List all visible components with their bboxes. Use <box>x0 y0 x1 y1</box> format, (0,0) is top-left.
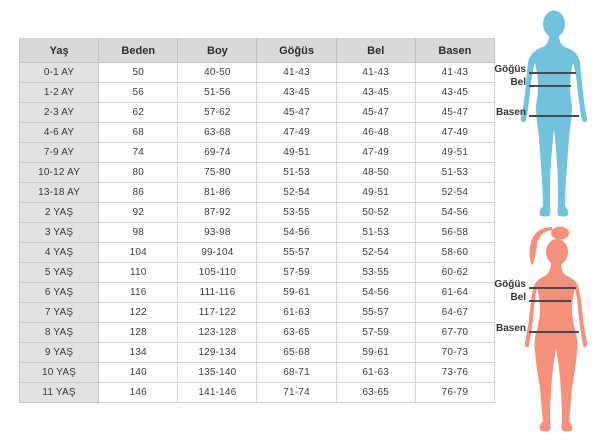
size-value-cell: 47-49 <box>257 123 336 143</box>
size-value-cell: 55-57 <box>336 303 415 323</box>
girl-hip-label: Basen <box>495 323 526 334</box>
age-label-cell: 0-1 AY <box>20 63 99 83</box>
size-value-cell: 75-80 <box>178 163 257 183</box>
table-row <box>20 363 495 383</box>
size-value-cell: 86 <box>99 183 178 203</box>
boy-hip-line <box>529 115 579 117</box>
size-value-cell: 41-43 <box>336 63 415 83</box>
girl-waist-measure <box>488 290 571 303</box>
size-value-cell: 52-54 <box>415 183 494 203</box>
size-value-cell: 80 <box>99 163 178 183</box>
age-label-cell: 10-12 AY <box>20 163 99 183</box>
size-value-cell: 71-74 <box>257 383 336 403</box>
size-value-cell: 98 <box>99 223 178 243</box>
size-value-cell: 52-54 <box>336 243 415 263</box>
size-value-cell: 63-68 <box>178 123 257 143</box>
size-value-cell: 51-53 <box>257 163 336 183</box>
table-row <box>20 103 495 123</box>
size-value-cell: 68-71 <box>257 363 336 383</box>
size-value-cell: 87-92 <box>178 203 257 223</box>
size-value-cell: 111-116 <box>178 283 257 303</box>
size-value-cell: 76-79 <box>415 383 494 403</box>
size-value-cell: 51-53 <box>415 163 494 183</box>
size-value-cell: 63-65 <box>336 383 415 403</box>
boy-chest-line <box>529 72 576 74</box>
size-value-cell: 69-74 <box>178 143 257 163</box>
table-row <box>20 83 495 103</box>
column-header-3: Göğüs <box>257 39 336 63</box>
table-row <box>20 223 495 243</box>
size-value-cell: 61-64 <box>415 283 494 303</box>
size-value-cell: 74 <box>99 143 178 163</box>
age-label-cell: 11 YAŞ <box>20 383 99 403</box>
size-value-cell: 54-56 <box>257 223 336 243</box>
size-value-cell: 56 <box>99 83 178 103</box>
size-value-cell: 63-65 <box>257 323 336 343</box>
size-table-header <box>20 39 495 63</box>
boy-hip-label: Basen <box>495 107 526 118</box>
table-row <box>20 243 495 263</box>
size-value-cell: 43-45 <box>257 83 336 103</box>
size-value-cell: 45-47 <box>336 103 415 123</box>
girl-chest-line <box>529 287 576 289</box>
table-row <box>20 343 495 363</box>
size-value-cell: 123-128 <box>178 323 257 343</box>
size-value-cell: 122 <box>99 303 178 323</box>
size-value-cell: 65-68 <box>257 343 336 363</box>
table-row <box>20 143 495 163</box>
size-value-cell: 117-122 <box>178 303 257 323</box>
boy-hip-measure <box>488 105 579 118</box>
size-value-cell: 49-51 <box>257 143 336 163</box>
girl-chest-label: Göğüs <box>494 279 526 290</box>
table-row <box>20 163 495 183</box>
size-value-cell: 41-43 <box>257 63 336 83</box>
column-header-2: Boy <box>178 39 257 63</box>
size-value-cell: 61-63 <box>257 303 336 323</box>
size-value-cell: 116 <box>99 283 178 303</box>
age-label-cell: 4-6 AY <box>20 123 99 143</box>
size-value-cell: 105-110 <box>178 263 257 283</box>
table-row <box>20 283 495 303</box>
age-label-cell: 6 YAŞ <box>20 283 99 303</box>
size-value-cell: 46-48 <box>336 123 415 143</box>
age-label-cell: 2 YAŞ <box>20 203 99 223</box>
table-row <box>20 183 495 203</box>
table-row <box>20 303 495 323</box>
girl-chest-measure <box>488 277 576 290</box>
size-value-cell: 61-63 <box>336 363 415 383</box>
boy-waist-measure <box>488 75 571 88</box>
girl-waist-line <box>529 300 571 302</box>
size-value-cell: 57-59 <box>336 323 415 343</box>
size-value-cell: 45-47 <box>257 103 336 123</box>
size-value-cell: 141-146 <box>178 383 257 403</box>
age-label-cell: 7 YAŞ <box>20 303 99 323</box>
age-label-cell: 10 YAŞ <box>20 363 99 383</box>
size-value-cell: 146 <box>99 383 178 403</box>
girl-waist-label: Bel <box>510 292 526 303</box>
size-value-cell: 48-50 <box>336 163 415 183</box>
age-label-cell: 3 YAŞ <box>20 223 99 243</box>
girl-hip-line <box>529 331 579 333</box>
size-value-cell: 58-60 <box>415 243 494 263</box>
size-value-cell: 57-59 <box>257 263 336 283</box>
size-value-cell: 68 <box>99 123 178 143</box>
size-value-cell: 49-51 <box>415 143 494 163</box>
size-value-cell: 128 <box>99 323 178 343</box>
girl-hip-measure <box>488 321 579 334</box>
size-value-cell: 45-47 <box>415 103 494 123</box>
size-value-cell: 47-49 <box>415 123 494 143</box>
size-value-cell: 56-58 <box>415 223 494 243</box>
column-header-1: Beden <box>99 39 178 63</box>
size-value-cell: 134 <box>99 343 178 363</box>
size-value-cell: 49-51 <box>336 183 415 203</box>
size-value-cell: 50 <box>99 63 178 83</box>
size-value-cell: 73-76 <box>415 363 494 383</box>
size-value-cell: 51-53 <box>336 223 415 243</box>
size-value-cell: 53-55 <box>257 203 336 223</box>
boy-waist-label: Bel <box>510 77 526 88</box>
size-value-cell: 70-73 <box>415 343 494 363</box>
size-value-cell: 54-56 <box>336 283 415 303</box>
size-value-cell: 47-49 <box>336 143 415 163</box>
size-value-cell: 140 <box>99 363 178 383</box>
size-value-cell: 135-140 <box>178 363 257 383</box>
size-value-cell: 59-61 <box>336 343 415 363</box>
size-table-container <box>19 38 495 403</box>
table-row <box>20 123 495 143</box>
size-value-cell: 104 <box>99 243 178 263</box>
size-value-cell: 92 <box>99 203 178 223</box>
size-value-cell: 55-57 <box>257 243 336 263</box>
column-header-4: Bel <box>336 39 415 63</box>
table-row <box>20 63 495 83</box>
size-value-cell: 93-98 <box>178 223 257 243</box>
table-row <box>20 383 495 403</box>
column-header-0: Yaş <box>20 39 99 63</box>
size-value-cell: 60-62 <box>415 263 494 283</box>
size-value-cell: 67-70 <box>415 323 494 343</box>
size-value-cell: 59-61 <box>257 283 336 303</box>
size-value-cell: 43-45 <box>336 83 415 103</box>
size-value-cell: 52-54 <box>257 183 336 203</box>
table-row <box>20 323 495 343</box>
table-row <box>20 263 495 283</box>
age-label-cell: 9 YAŞ <box>20 343 99 363</box>
size-value-cell: 62 <box>99 103 178 123</box>
boy-waist-line <box>529 85 571 87</box>
size-value-cell: 51-56 <box>178 83 257 103</box>
header-row <box>20 39 495 63</box>
size-value-cell: 40-50 <box>178 63 257 83</box>
age-label-cell: 5 YAŞ <box>20 263 99 283</box>
size-value-cell: 57-62 <box>178 103 257 123</box>
size-value-cell: 50-52 <box>336 203 415 223</box>
size-table-body <box>20 63 495 403</box>
size-value-cell: 99-104 <box>178 243 257 263</box>
age-label-cell: 1-2 AY <box>20 83 99 103</box>
age-label-cell: 7-9 AY <box>20 143 99 163</box>
age-label-cell: 13-18 AY <box>20 183 99 203</box>
age-label-cell: 8 YAŞ <box>20 323 99 343</box>
age-label-cell: 2-3 AY <box>20 103 99 123</box>
size-value-cell: 53-55 <box>336 263 415 283</box>
column-header-5: Basen <box>415 39 494 63</box>
size-chart-table <box>19 38 495 403</box>
boy-chest-label: Göğüs <box>494 64 526 75</box>
size-value-cell: 81-86 <box>178 183 257 203</box>
size-value-cell: 41-43 <box>415 63 494 83</box>
size-value-cell: 64-67 <box>415 303 494 323</box>
size-value-cell: 54-56 <box>415 203 494 223</box>
size-value-cell: 43-45 <box>415 83 494 103</box>
table-row <box>20 203 495 223</box>
boy-chest-measure <box>488 62 576 75</box>
size-value-cell: 129-134 <box>178 343 257 363</box>
size-value-cell: 110 <box>99 263 178 283</box>
age-label-cell: 4 YAŞ <box>20 243 99 263</box>
